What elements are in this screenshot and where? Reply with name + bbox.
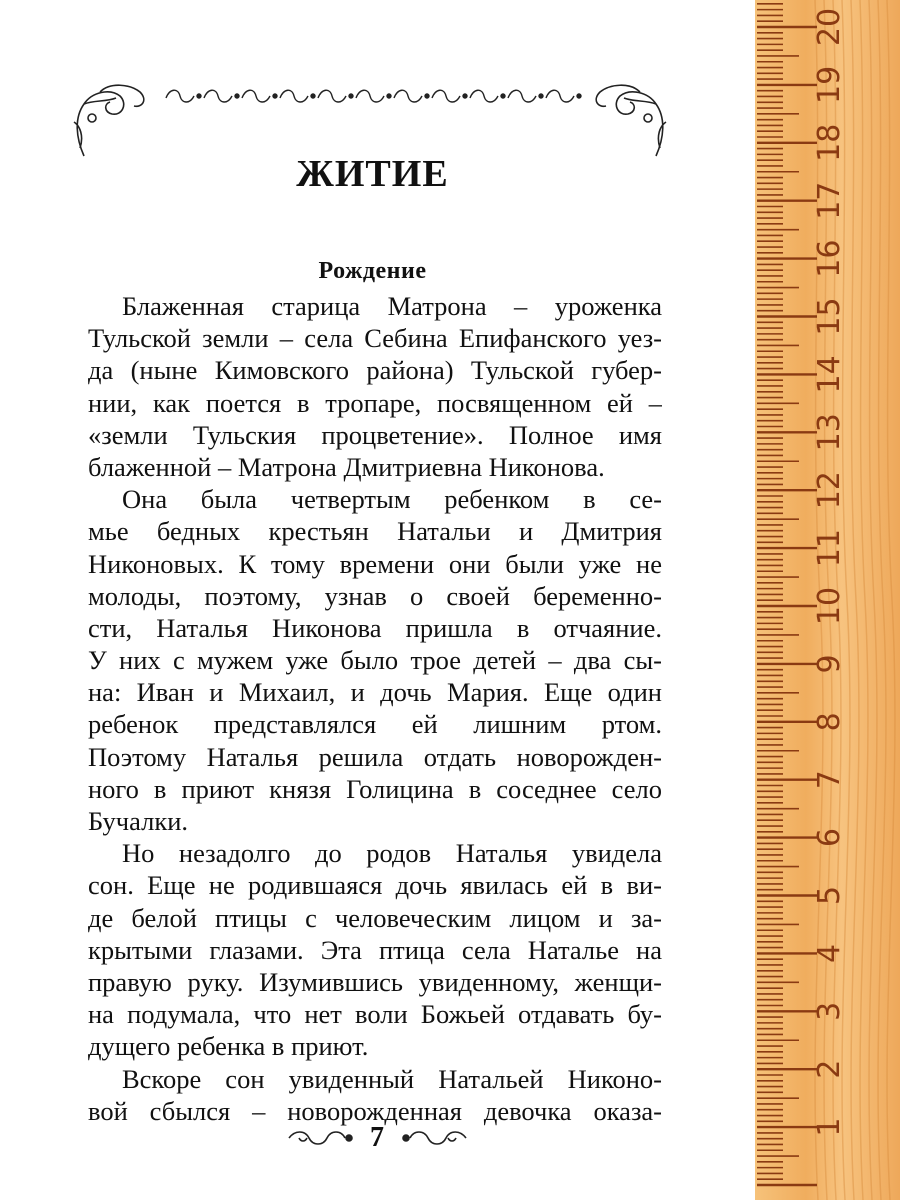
text-line: нии, как поется в тропаре, посвященном ей –: [88, 387, 662, 418]
ruler-label: 6: [812, 828, 847, 848]
paragraph: [88, 837, 662, 1062]
text-line: крытыми глазами. Эта птица села Наталье на: [88, 934, 662, 965]
text-line: вой сбылся – новорожденная девочка оказа-: [88, 1095, 662, 1126]
ruler-label: 16: [812, 239, 847, 278]
text-line: Она была четвертым ребенком в се-: [122, 484, 662, 515]
ruler-label: 15: [812, 297, 847, 336]
text-line: на подумала, что нет воли Божьей отдавать бу-: [88, 999, 662, 1030]
text-line: мье бедных крестьян Натальи и Дмитрия: [88, 516, 662, 547]
text-line: Никоновых. К тому времени они были уже не: [88, 548, 662, 579]
text-line: У них с мужем уже было трое детей – два сы-: [88, 645, 662, 676]
page-footer: [0, 1118, 745, 1158]
ruler-label: 9: [812, 654, 847, 674]
ruler-label: 8: [812, 712, 847, 732]
ruler-label: 5: [812, 885, 847, 906]
page-title: ЖИТИЕ: [296, 153, 449, 195]
text-line: дущего ребенка в приют.: [88, 1031, 369, 1062]
text-line: Бучалки.: [88, 806, 189, 836]
ruler-label: 11: [812, 529, 847, 568]
ruler-label: 14: [812, 355, 847, 394]
paragraph: [88, 290, 662, 483]
ruler-label: 10: [812, 586, 847, 626]
ruler-label: 13: [812, 413, 847, 452]
footer-left-ornament: [285, 1126, 355, 1150]
body-text: [88, 290, 662, 1127]
text-line: правую руку. Изумившись увиденному, женщи-: [88, 966, 662, 997]
section-heading: Рождение: [318, 258, 427, 284]
text-line: Тульской земли – села Себина Епифанского уез-: [88, 323, 662, 354]
wooden-ruler: [755, 0, 900, 1200]
ruler-label: 20: [812, 7, 847, 47]
text-line: сон. Еще не родившаяся дочь явилась ей в ви-: [88, 870, 662, 901]
text-line: на: Иван и Михаил, и дочь Мария. Еще один: [88, 677, 662, 708]
top-ornament-frame: [70, 78, 670, 160]
text-line: молоды, поэтому, узнав о своей беременно-: [88, 580, 662, 611]
text-line: «земли Тульския процветение». Полное имя: [88, 419, 662, 450]
ruler-label: 19: [812, 65, 847, 104]
ruler-label: 4: [812, 943, 847, 963]
text-line: да (ныне Кимовского района) Тульской губер-: [88, 355, 662, 386]
ruler-label: 2: [812, 1059, 847, 1079]
footer-right-ornament: [400, 1126, 470, 1150]
text-line: ного в приют князя Голицина в соседнее село: [88, 773, 662, 804]
ruler-label: 17: [812, 181, 847, 220]
text-line: Вскоре сон увиденный Натальей Никоно-: [122, 1063, 662, 1094]
text-line: де белой птицы с человеческим лицом и за-: [88, 902, 662, 933]
text-line: Блаженная старица Матрона – уроженка: [122, 291, 662, 321]
text-line: Но незадолго до родов Наталья увидела: [122, 838, 662, 869]
ruler-label: 12: [812, 471, 847, 510]
ruler-label: 1: [812, 1117, 847, 1137]
text-line: Поэтому Наталья решила отдать новорожден-: [88, 741, 662, 772]
ruler-label: 3: [812, 1001, 847, 1021]
page-number: 7: [370, 1122, 384, 1153]
text-line: блаженной – Матрона Дмитриевна Никонова.: [88, 451, 605, 482]
ruler-label: 18: [812, 123, 847, 162]
paragraph: [88, 483, 662, 837]
ruler-label: 7: [812, 770, 847, 790]
text-line: сти, Наталья Никонова пришла в отчаяние.: [88, 612, 662, 643]
text-line: ребенок представлялся ей лишним ртом.: [88, 709, 662, 740]
